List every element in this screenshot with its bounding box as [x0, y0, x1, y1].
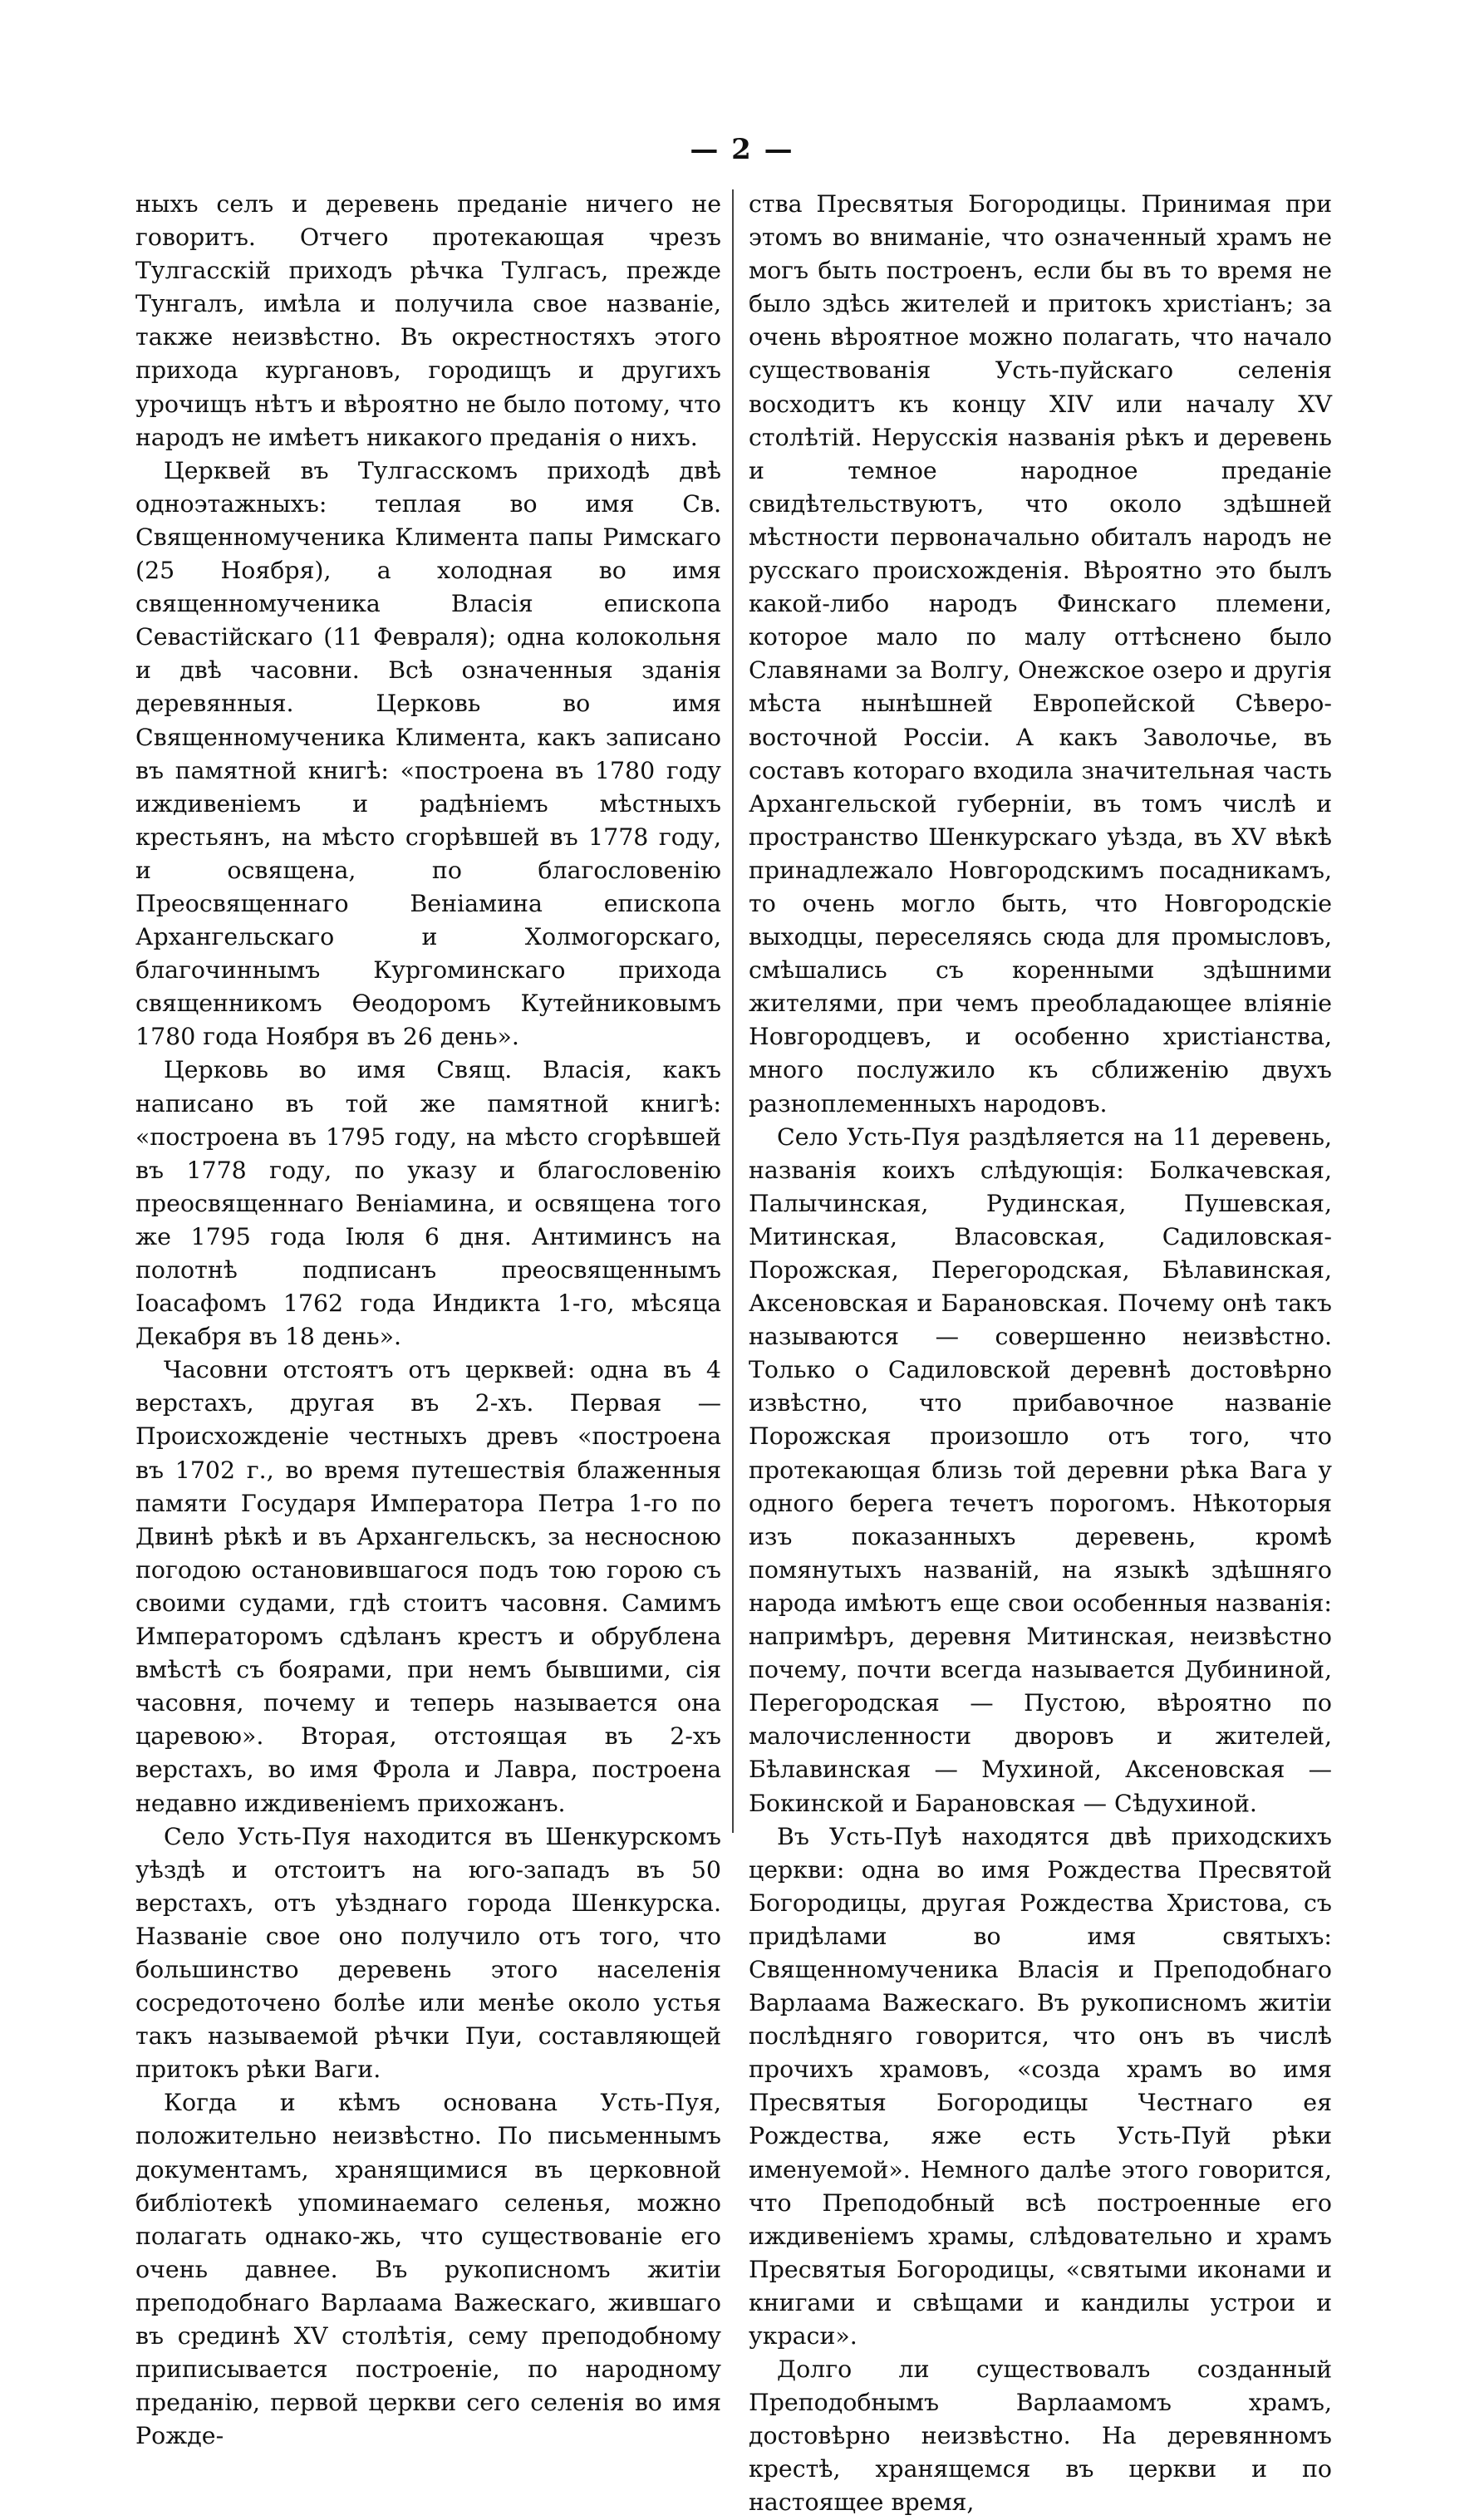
left-paragraph-2: Церквей въ Тулгасскомъ приходѣ двѣ одноэтажныхъ: теплая во имя Св. Священномученика Климента папы Римскаго (25 Ноября), а холодная во имя священномученика Власія епископа Севастійскаго (11 Февраля); одна колокольня и двѣ часовни. Всѣ означенныя зданія деревянныя. Церковь во имя Священномученика Климента, какъ записано въ памятной книгѣ: «построена въ 1780 году иждивеніемъ и радѣніемъ мѣстныхъ крестьянъ, на мѣсто сгорѣвшей въ 1778 году, и освящена, по благословенію Преосвященнаго Веніамина епископа Архангельскаго и Холмогорскаго, благочиннымъ Кургоминскаго прихода священникомъ Ѳеодоромъ Кутейниковымъ 1780 года Ноября въ 26 день». — [135, 456, 721, 1051]
right-paragraph-1: ства Пресвятыя Богородицы. Принимая при этомъ во вниманіе, что означенный храмъ не могъ быть построенъ, если бы въ то время не было здѣсь жителей и притокъ христіанъ; за очень вѣроятное можно полагать, что начало существованія Усть-пуйскаго селенія восходитъ къ концу XIV или началу XV столѣтій. Нерусскія названія рѣкъ и деревень и темное народное преданіе свидѣтельствуютъ, что около здѣшней мѣстности первоначально обиталъ народъ не русскаго происхожденія. Вѣроятно это былъ какой-либо народъ Финскаго племени, которое мало по малу оттѣснено было Славянами за Волгу, Онежское озеро и другія мѣста нынѣшней Европейской Сѣверо-восточной Россіи. А какъ Заволочье, въ составъ котораго входила значительная часть Архангельской губерніи, въ томъ числѣ и пространство Шенкурскаго уѣзда, въ XV вѣкѣ принадлежало Новгородскимъ посадникамъ, то очень могло быть, что Новгородскіе выходцы, переселяясь сюда для промысловъ, смѣшались съ коренными здѣшними жителями, при чемъ преобладающее вліяніе Новгородцевъ, и особенно христіанства, много послужило къ сближенію двухъ разноплеменныхъ народовъ. — [749, 190, 1332, 1118]
left-paragraph-1: ныхъ селъ и деревень преданіе ничего не говоритъ. Отчего протекающая чрезъ Тулгасскій приходъ рѣчка Тулгасъ, прежде Тунгалъ, имѣла и получила свое названіе, также неизвѣстно. Въ окрестностяхъ этого прихода кургановъ, городищъ и другихъ урочищъ нѣтъ и вѣроятно не было потому, что народъ не имѣетъ никакого преданія о нихъ. — [135, 190, 721, 451]
page-number: — 2 — — [690, 133, 794, 166]
left-paragraph-5: Село Усть-Пуя находится въ Шенкурскомъ уѣздѣ и отстоитъ на юго-западъ въ 50 верстахъ, отъ уѣзднаго города Шенкурска. Названіе свое оно получило отъ того, что большинство деревень этого населенія сосредоточено болѣе или менѣе около устья такъ называемой рѣчки Пуи, составляющей притокъ рѣки Ваги. — [135, 1822, 721, 2084]
left-paragraph-4: Часовни отстоятъ отъ церквей: одна въ 4 верстахъ, другая въ 2-хъ. Первая — Происхожденіе честныхъ древъ «построена въ 1702 г., во время путешествія блаженныя памяти Государя Императора Петра 1-го по Двинѣ рѣкѣ и въ Архангельскъ, за несносною погодою остановившагося подъ тою горою съ своими судами, гдѣ стоитъ часовня. Самимъ Императоромъ сдѣланъ крестъ и обрублена вмѣстѣ съ боярами, при немъ бывшими, сія часовня, почему и теперь называется она царевою». Вторая, отстоящая въ 2-хъ верстахъ, во имя Фрола и Лавра, построена недавно иждивеніемъ прихожанъ. — [135, 1356, 721, 1817]
left-paragraph-6: Когда и кѣмъ основана Усть-Пуя, положительно неизвѣстно. По письменнымъ документамъ, хранящимися въ церковной библіотекѣ упоминаемаго селенья, можно полагать однако-жь, что существованіе его очень давнее. Въ рукописномъ житіи преподобнаго Варлаама Важескаго, жившаго въ срединѣ XV столѣтія, сему преподобному приписывается построеніе, по народному преданію, первой церкви сего селенія во имя Рожде- — [135, 2089, 721, 2450]
left-text-column — [135, 188, 721, 2453]
right-paragraph-2: Село Усть-Пуя раздѣляется на 11 деревень, названія коихъ слѣдующія: Болкачевская, Палычинская, Рудинская, Пушевская, Митинская, Власовская, Садиловская-Порожская, Перегородская, Бѣлавинская, Аксеновская и Барановская. Почему онѣ такъ называются — совершенно неизвѣстно. Только о Садиловской деревнѣ достовѣрно извѣстно, что прибавочное названіе Порожская произошло отъ того, что протекающая близь той деревни рѣка Вага у одного берега течетъ порогомъ. Нѣкоторыя изъ показанныхъ деревень, кромѣ помянутыхъ названій, на языкѣ здѣшняго народа имѣютъ еще свои особенныя названія: напримѣръ, деревня Митинская, неизвѣстно почему, почти всегда называется Дубининой, Перегородская — Пустою, вѣроятно по малочисленности дворовъ и жителей, Бѣлавинская — Мухиной, Аксеновская — Бокинской и Барановская — Сѣдухиной. — [749, 1122, 1332, 1817]
right-text-column — [749, 188, 1332, 2520]
left-paragraph-3: Церковь во имя Свящ. Власія, какъ написано въ той же памятной книгѣ: «построена въ 1795 году, на мѣсто сгорѣвшей въ 1778 году, по указу и благословенію преосвященнаго Веніамина, и освящена того же 1795 года Іюля 6 дня. Антиминсъ на полотнѣ подписанъ преосвященнымъ Іоасафомъ 1762 года Индикта 1-го, мѣсяца Декабря въ 18 день». — [135, 1056, 721, 1351]
column-divider — [732, 189, 734, 1833]
right-paragraph-3: Въ Усть-Пуѣ находятся двѣ приходскихъ церкви: одна во имя Рождества Пресвятой Богородицы, другая Рождества Христова, съ придѣлами во имя святыхъ: Священномученика Власія и Преподобнаго Варлаама Важескаго. Въ рукописномъ житіи послѣдняго говорится, что онъ въ числѣ прочихъ храмовъ, «созда храмъ во имя Пресвятыя Богородицы Честнаго ея Рождества, яже есть Усть-Пуй рѣки именуемой». Немного далѣе этого говорится, что Преподобный всѣ построенные его иждивеніемъ храмы, слѣдовательно и храмъ Пресвятыя Богородицы, «святыми иконами и книгами и свѣщами и кандилы устрои и украси». — [749, 1822, 1332, 2350]
right-paragraph-4: Долго ли существовалъ созданный Преподобнымъ Варлаамомъ храмъ, достовѣрно неизвѣстно. На деревянномъ крестѣ, хранящемся въ церкви и по настоящее время, — [749, 2355, 1332, 2517]
